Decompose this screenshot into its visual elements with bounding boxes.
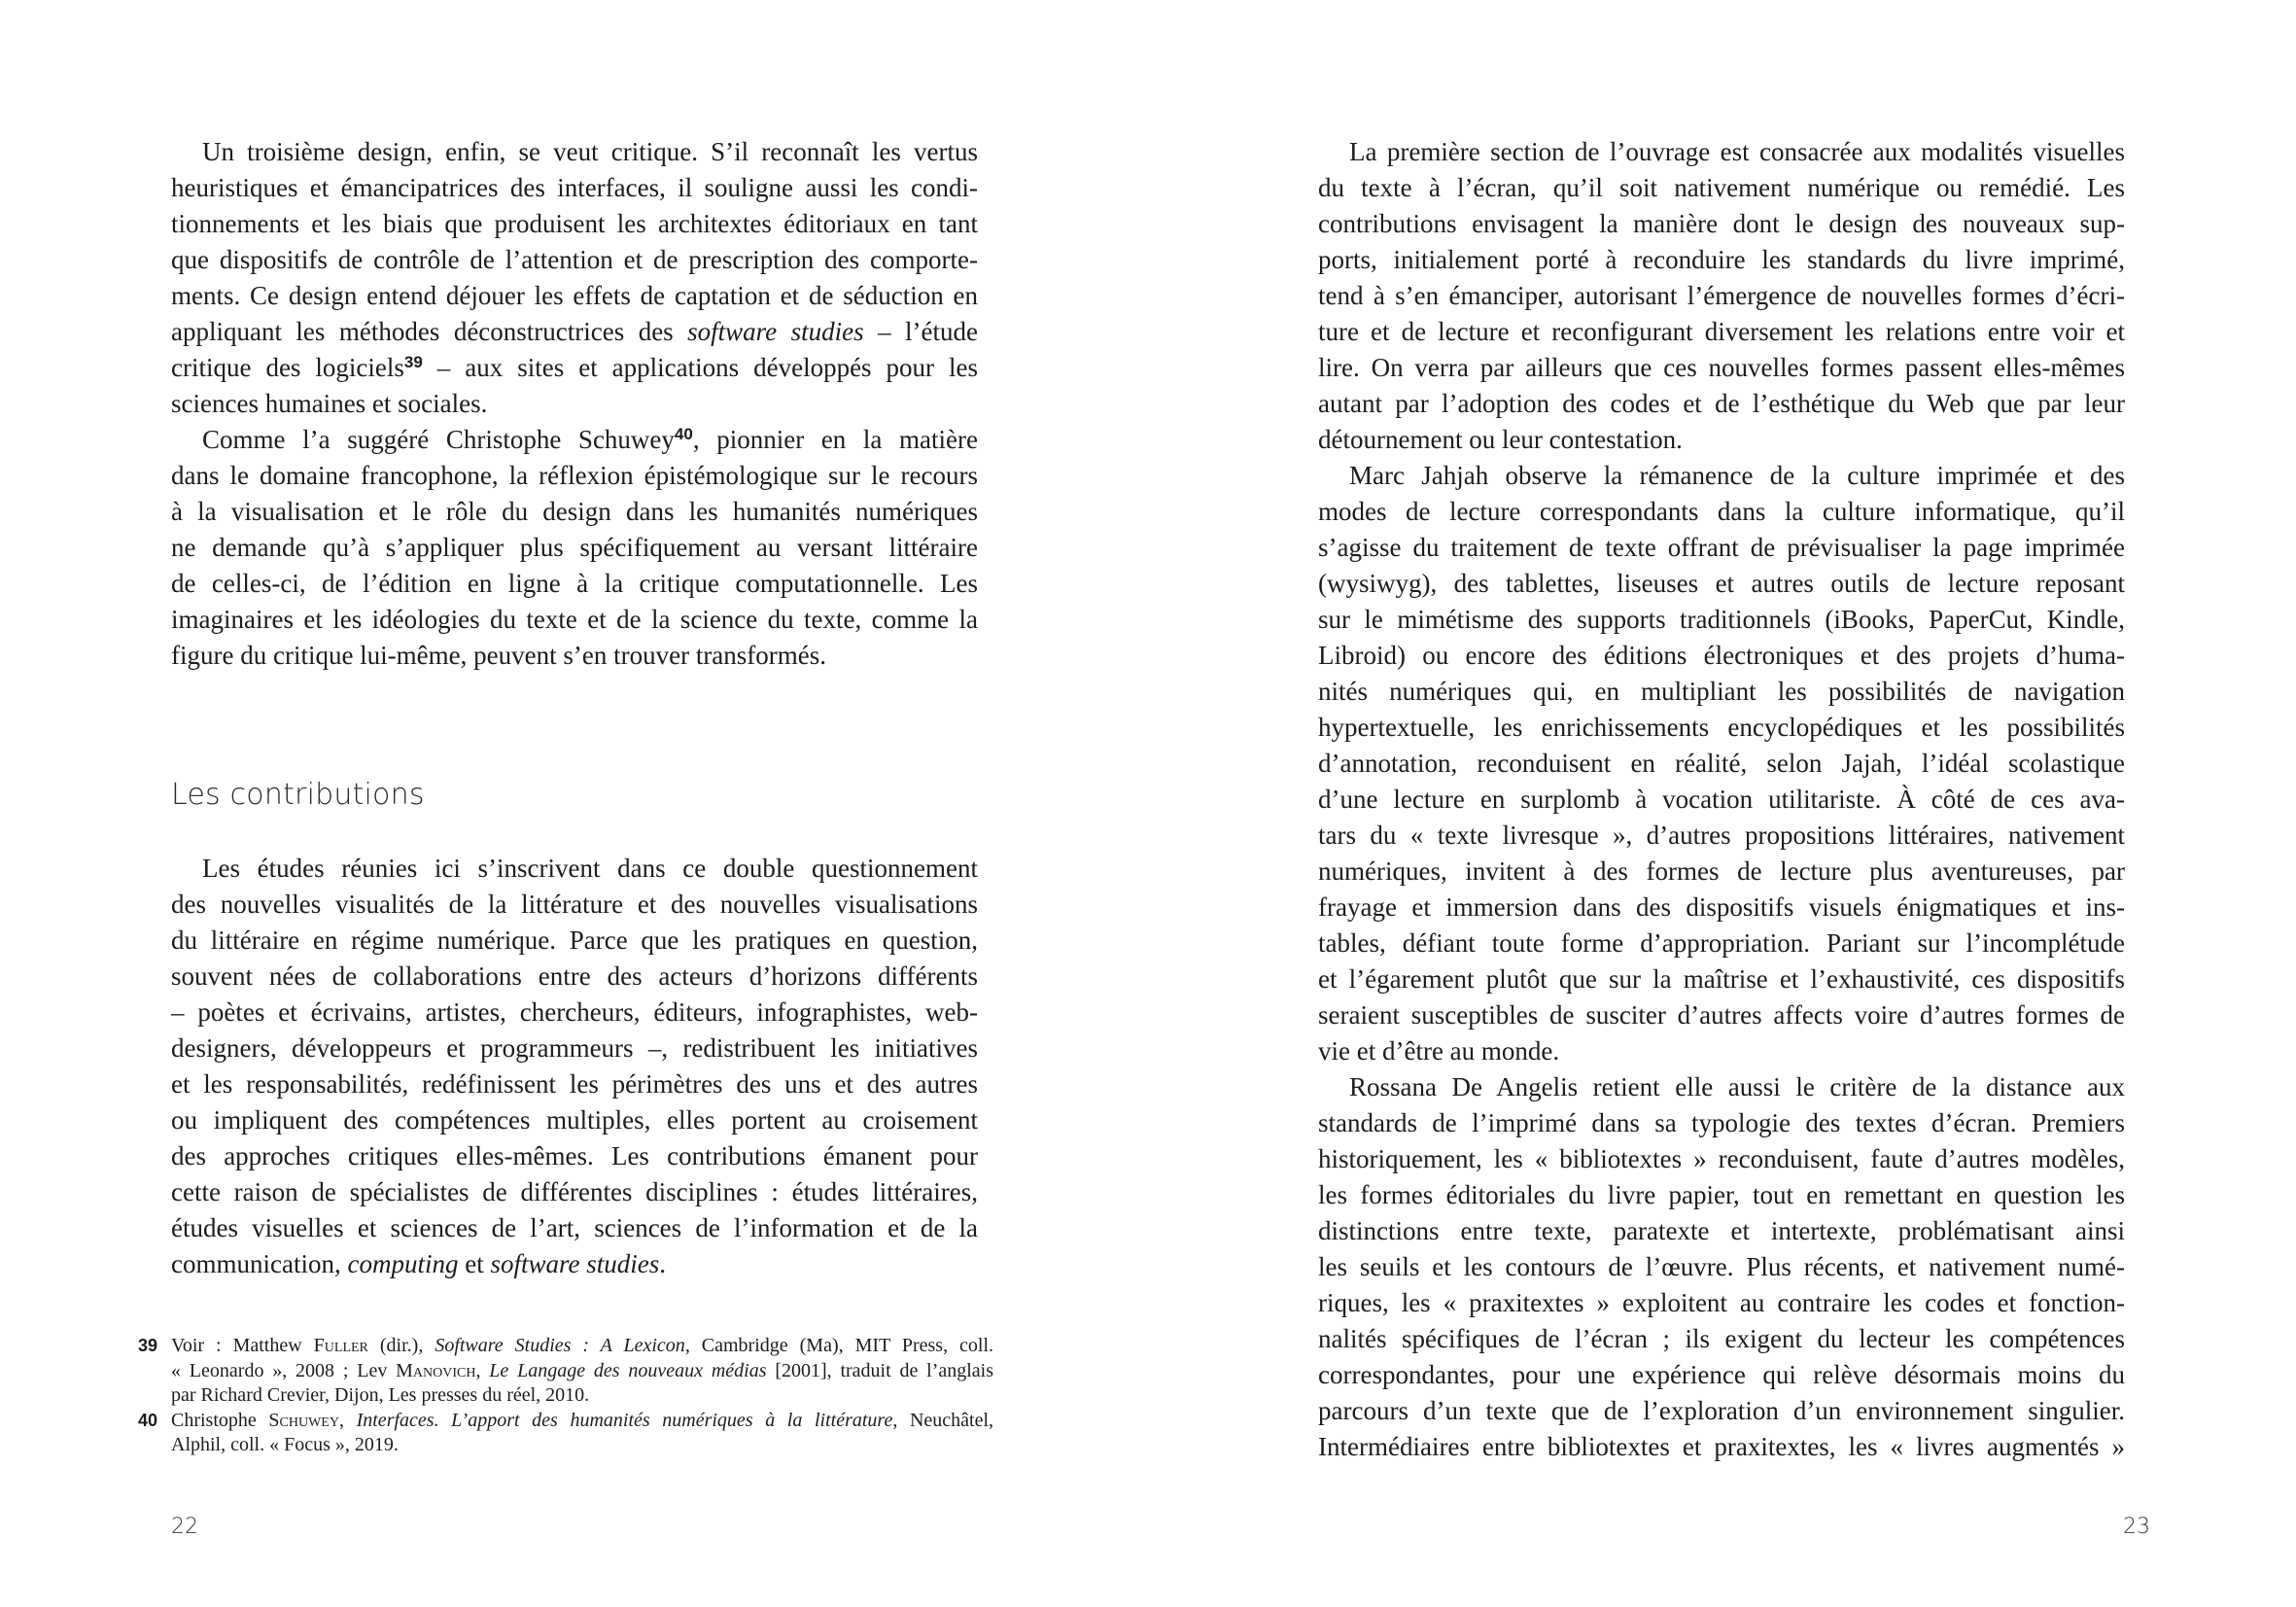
book-title: Le Langage des nouveaux médias [489, 1359, 767, 1381]
page-number: 22 [171, 1515, 198, 1539]
author-name: Manovich [396, 1359, 476, 1381]
text-span: (dir.), [379, 1335, 424, 1356]
footnotes [138, 1334, 993, 1458]
text-line: Les études réunies ici s’inscrivent dans ce double questionnement [202, 854, 978, 883]
footnote-line [171, 1334, 993, 1359]
text-line: les formes éditoriales du livre papier, tout en remettant en question les [1318, 1180, 2125, 1209]
text-span: appliquant les méthodes déconstructrices des [171, 317, 674, 346]
text-line: du texte à l’écran, qu’il soit nativement numérique ou remédié. Les [1318, 173, 2125, 202]
text-line: standards de l’imprimé dans sa typologie des textes d’écran. Premiers [1318, 1108, 2125, 1137]
footnote-line [171, 1409, 993, 1434]
text-line: figure du critique lui-même, peuvent s’en trouver transformés. [171, 641, 827, 670]
text-span: [2001], traduit de l’anglais [775, 1359, 994, 1381]
text-line: et l’égarement plutôt que sur la maîtrise et l’exhaustivité, ces dispositifs [1318, 964, 2125, 994]
text-line: contributions envisagent la manière dont le design des nouveaux sup- [1318, 209, 2125, 238]
text-span: Voir : Matthew [171, 1335, 302, 1356]
text-line: d’annotation, reconduisent en réalité, selon Jajah, l’idéal scolastique [1318, 749, 2125, 778]
text-line: Un troisième design, enfin, se veut critique. S’il reconnaît les vertus [202, 137, 978, 166]
text-line [171, 314, 978, 350]
text-span: . [659, 1249, 666, 1278]
text-line: Intermédiaires entre bibliotextes et praxitextes, les « livres augmentés » [1318, 1432, 2125, 1461]
text-line: ne demande qu’à s’appliquer plus spécifiquement au versant littéraire [171, 533, 978, 562]
text-line: parcours d’un texte que de l’exploration d’un environnement singulier. [1318, 1396, 2125, 1425]
text-line: correspondantes, pour une expérience qui relève désormais moins du [1318, 1360, 2125, 1389]
author-name: Fuller [313, 1335, 368, 1356]
text-span: , pionnier en la matière [692, 425, 978, 454]
text-line: les seuils et les contours de l’œuvre. Plus récents, et nativement numé- [1318, 1252, 2125, 1281]
text-line: ments. Ce design entend déjouer les effets de captation et de séduction en [171, 281, 978, 310]
text-span: Christophe [171, 1409, 257, 1431]
text-line: du littéraire en régime numérique. Parce que les pratiques en question, [171, 926, 978, 955]
text-line: heuristiques et émancipatrices des interfaces, il souligne aussi les condi- [171, 173, 978, 202]
footnote-number: 40 [138, 1410, 158, 1430]
text-line: Marc Jahjah observe la rémanence de la culture imprimée et des [1349, 461, 2125, 490]
text-line [171, 422, 978, 458]
text-line: vie et d’être au monde. [1318, 1036, 1560, 1066]
footnote-39 [138, 1334, 993, 1409]
footnote-line [171, 1359, 993, 1384]
text-line: – poètes et écrivains, artistes, chercheurs, éditeurs, infographistes, web- [171, 997, 978, 1027]
text-line: Rossana De Angelis retient elle aussi le critère de la distance aux [1349, 1072, 2125, 1101]
paragraph-contributions [171, 851, 978, 1282]
paragraph-design-critique [171, 134, 978, 674]
text-line: historiquement, les « bibliotextes » reconduisent, faute d’autres modèles, [1318, 1144, 2125, 1173]
section-heading: Les contributions [171, 778, 425, 812]
text-line: frayage et immersion dans des dispositifs visuels énigmatiques et ins- [1318, 892, 2125, 922]
footnote-ref-39[interactable]: 39 [403, 353, 423, 371]
text-line: et les responsabilités, redéfinissent les périmètres des uns et des autres [171, 1069, 978, 1099]
text-line: lire. On verra par ailleurs que ces nouvelles formes passent elles-mêmes [1318, 353, 2125, 382]
text-line: tables, défiant toute forme d’appropriation. Pariant sur l’incomplétude [1318, 928, 2125, 958]
text-line: détournement ou leur contestation. [1318, 425, 1683, 454]
text-line: numériques, invitent à des formes de lecture plus aventureuses, par [1318, 856, 2125, 886]
text-line: (wysiwyg), des tablettes, liseuses et autres outils de lecture reposant [1318, 569, 2125, 598]
text-line [171, 1246, 978, 1282]
text-line: imaginaires et les idéologies du texte et de la science du texte, comme la [171, 605, 978, 634]
text-span: , Cambridge (Ma), MIT Press, coll. [684, 1335, 994, 1356]
text-line: d’une lecture en surplomb à vocation utilitariste. À côté de ces ava- [1318, 785, 2125, 814]
text-line: tend à s’en émanciper, autorisant l’émergence de nouvelles formes d’écri- [1318, 281, 2125, 310]
text-line: dans le domaine francophone, la réflexion épistémologique sur le recours [171, 461, 978, 490]
text-span: et [465, 1249, 484, 1278]
right-text-column [1318, 134, 2125, 1465]
book-title: Software Studies : A Lexicon [435, 1335, 685, 1356]
footnote-line: par Richard Crevier, Dijon, Les presses du réel, 2010. [171, 1384, 590, 1406]
footnote-ref-40[interactable]: 40 [674, 425, 693, 443]
text-line: ports, initialement porté à reconduire les standards du livre imprimé, [1318, 245, 2125, 274]
text-line: designers, développeurs et programmeurs –, redistribuent les initiatives [171, 1033, 978, 1063]
text-line: hypertextuelle, les enrichissements encyclopédiques et les possibilités [1318, 713, 2125, 742]
author-name: Schuwey [268, 1409, 339, 1431]
text-line: Libroid) ou encore des éditions électroniques et des projets d’huma- [1318, 641, 2125, 670]
text-span: critique des logiciels [171, 353, 404, 382]
italic-term: computing [347, 1249, 459, 1278]
text-line: La première section de l’ouvrage est consacrée aux modalités visuelles [1349, 137, 2125, 166]
footnote-number: 39 [138, 1336, 158, 1355]
text-line: seraient susceptibles de susciter d’autres affects voire d’autres formes de [1318, 1000, 2125, 1030]
text-line: sur le mimétisme des supports traditionnels (iBooks, PaperCut, Kindle, [1318, 605, 2125, 634]
page-number: 23 [2123, 1515, 2150, 1539]
text-span: , [475, 1359, 481, 1381]
right-page [1148, 0, 2296, 1607]
text-line: cette raison de spécialistes de différentes disciplines : études littéraires, [171, 1177, 978, 1206]
text-span: « Leonardo », 2008 ; Lev [171, 1359, 388, 1381]
text-span: , Neuchâtel, [892, 1409, 994, 1431]
text-line: souvent nées de collaborations entre des acteurs d’horizons différents [171, 961, 978, 991]
footnote-line: Alphil, coll. « Focus », 2019. [171, 1434, 399, 1455]
text-line: à la visualisation et le rôle du design dans les humanités numériques [171, 497, 978, 526]
book-title: Interfaces. L’apport des humanités numériques à la littérature [356, 1409, 893, 1431]
text-line: distinctions entre texte, paratexte et intertexte, problématisant ainsi [1318, 1216, 2125, 1245]
text-line: ou impliquent des compétences multiples, elles portent au croisement [171, 1105, 978, 1135]
text-line: nités numériques qui, en multipliant les possibilités de navigation [1318, 677, 2125, 706]
text-span: communication, [171, 1249, 341, 1278]
italic-term: software studies [687, 317, 864, 346]
text-line: tars du « texte livresque », d’autres propositions littéraires, nativement [1318, 821, 2125, 850]
text-line: modes de lecture correspondants dans la culture informatique, qu’il [1318, 497, 2125, 526]
text-line: de celles-ci, de l’édition en ligne à la critique computationnelle. Les [171, 569, 978, 598]
footnote-40 [138, 1409, 993, 1458]
text-span: Comme l’a suggéré Christophe Schuwey [202, 425, 675, 454]
text-line: riques, les « praxitextes » exploitent au contraire les codes et fonction- [1318, 1288, 2125, 1317]
text-line: ture et de lecture et reconfigurant diversement les relations entre voir et [1318, 317, 2125, 346]
text-span: – l’étude [878, 317, 979, 346]
text-line: que dispositifs de contrôle de l’attention et de prescription des comporte- [171, 245, 978, 274]
italic-term: software studies [490, 1249, 660, 1278]
text-line: des nouvelles visualités de la littérature et des nouvelles visualisations [171, 890, 978, 919]
text-line: sciences humaines et sociales. [171, 389, 488, 418]
text-line [171, 350, 978, 386]
text-line: nalités spécifiques de l’écran ; ils exigent du lecteur les compétences [1318, 1324, 2125, 1353]
text-line: autant par l’adoption des codes et de l’esthétique du Web que par leur [1318, 389, 2125, 418]
text-line: études visuelles et sciences de l’art, sciences de l’information et de la [171, 1213, 978, 1242]
text-line: s’agisse du traitement de texte offrant de prévisualiser la page imprimée [1318, 533, 2125, 562]
text-span: , [338, 1409, 344, 1431]
text-span: – aux sites et applications développés pour les [436, 353, 979, 382]
text-line: tionnements et les biais que produisent les architextes éditoriaux en tant [171, 209, 978, 238]
text-line: des approches critiques elles-mêmes. Les contributions émanent pour [171, 1141, 978, 1170]
